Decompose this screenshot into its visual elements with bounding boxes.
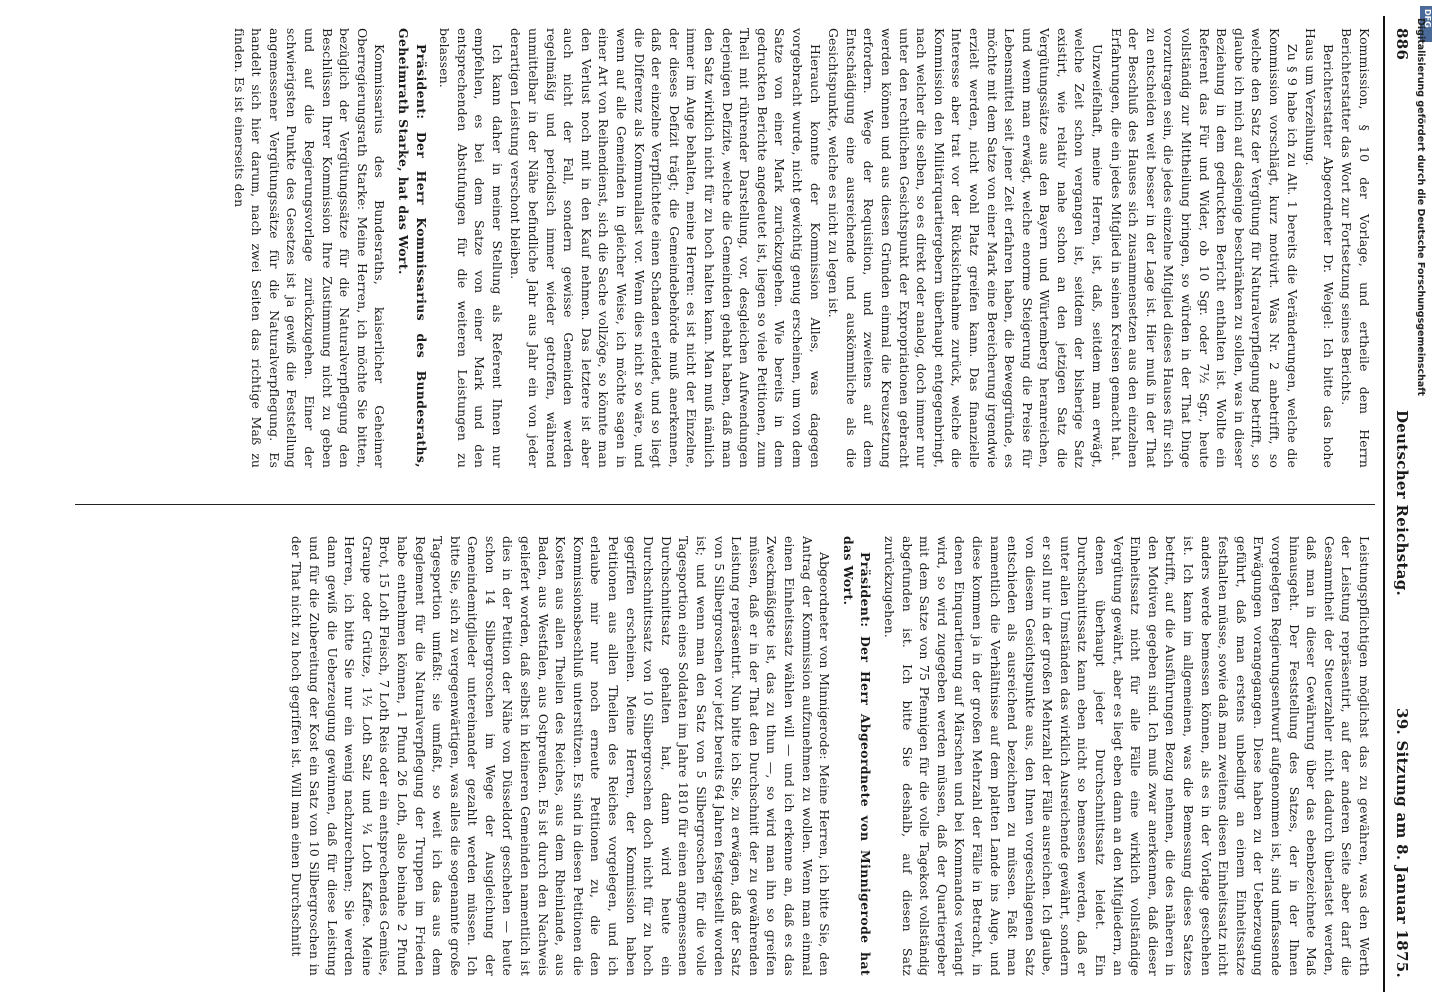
paragraph: Kommission, § 10 der Vorlage, und ertheile dem Herrn Berichterstatter das Wort zur Fortsetzung seines Berichts. <box>1339 28 1372 468</box>
rotated-page-content <box>15 16 1415 992</box>
paragraph: Abgeordneter von Minnigerode: Meine Herren, ich bitte Sie, den Antrag der Kommission aufzunehmen zu wollen. Wenn man einmal einen Einheitssatz wählen will — und ich erkenne an, daß es das Zweckmäßigste ist, das zu thun —, so wird man ihn so greifen müssen, daß er in der That den Durchschnitt der zu gewährenden Leistung repräsentirt. Nun bitte ich Sie, zu erwägen, daß der Satz von 5 Silbergroschen vor jetzt bereits 64 Jahren festgestellt worden ist; und wenn man den Satz von 5 Silbergroschen für die volle Tagesportion eines Soldaten im Jahre 1810 für einen angemessenen Durchschnittsatz gehalten hat, dann wird heute ein Durchschnittssatz von 10 Silbergroschen doch nicht für zu hoch gegriffen erscheinen. Meine Herren, der Kommission haben Petitionen aus allen Theilen des Reiches vorgelegen, und ich erlaube mir nur noch erneute Petitionen zu, die den Kommissionsbeschluß unterstützen. Es sind in diesen Petitionen die Kosten aus allen Theilen des Reiches, aus dem Rheinlande, aus Baden, aus Westfalen, aus Ostpreußen. Es ist durch den Nachweis geliefert worden, daß selbst in kleineren Gemeinden namentlich ist dies in der Petition der Nähe von Düsseldorf geschehen — heute schon 14 Silbergroschen im Wege der Ausgleichung der Gemeindemitglieder untereinander gezahlt werden müssen. Ich bitte Sie, sich zu vergegenwärtigen, was alles die sogenannte große Tagesportion umfaßt: sie umfaßt, so weit ich das aus dem Reglement für die Naturalverpflegung der Truppen im Frieden habe entnehmen können, 1 Pfund 26 Loth, also beinahe 2 Pfund Brot, 15 Loth Fleisch, 7 Loth Reis oder ein entsprechendes Gemüse, Graupe oder Grütze, 1½ Loth Salz und ¼ Loth Kaffee. Meine Herren, ich bitte Sie nur ein wenig nachzurechnen; Sie werden dann gewiß die Ueberzeugung gewinnen, daß für diese Leistung und für die Zubereitung der Kost ein Satz von 10 Silbergroschen in der That nicht zu hoch gegriffen ist. Will man einen Durchschnitt <box>289 536 833 976</box>
paragraph: Präsident: Der Herr Abgeordnete von Minnigerode hat das Wort. <box>840 536 874 976</box>
right-column <box>73 536 1373 976</box>
paragraph: Hierauch konnte der Kommission Alles, was dagegen vorgebracht wurde, nicht gewichtig genug erscheinen, um von dem Satze von einer Mark zurückzugehen. Wie bereits in dem gedruckten Berichte angedeutet ist, liegen so viele Petitionen, zum Theil mit rührender Darstellung, vor, desgleichen Aufwendungen derjenigen Defizite, welche die Gemeinden gehabt haben, daß man den Satz wirklich nicht für zu hoch halten kann. Man muß nämlich immer im Auge behalten, meine Herren: es ist nicht der Einzelne, der dieses Defizit trägt; die Gemeindebehörde muß anerkennen, daß der einzelne Verpflichtete einen Schaden erleidet, und so liegt die Differenz als Kommunallast vor. Wenn dies nicht so wäre, und wenn auf alle Gemeinden in gleicher Weise, ich möchte sagen in einer Art von Reihendienst, sich die Sache vollzöge, so könnte man den Verlust noch mit in den Kauf nehmen. Das letztere ist aber auch nicht der Fall, sondern gewisse Gemeinden werden regelmäßig und periodisch immer wieder getroffen, während unmittelbar in der Nähe befindliche Jahr aus Jahr ein von jeder derartigen Leistung verschont bleiben. <box>508 28 823 468</box>
paragraph: Berichterstatter Abgeordneter Dr. Weigel: Ich bitte das hohe Haus um Verzeihung. <box>1303 28 1336 468</box>
paragraph: Präsident: Der Herr Kommissarius des Bundesraths, Geheimrath Starke, hat das Wort. <box>395 28 429 468</box>
header-rule <box>1383 16 1385 992</box>
digitization-credit: Digitalisierung gefördert durch die Deutsche Forschungsgemeinschaft <box>1415 18 1426 396</box>
publication-title: Deutscher Reichstag. <box>1393 409 1411 597</box>
page-header <box>1383 28 1411 978</box>
column-divider <box>75 504 1375 505</box>
left-column <box>73 28 1373 468</box>
paragraph: Kommissarius des Bundesraths, kaiserlicher Geheimer Oberregierungsrath Starke: Meine Herren, ich möchte Sie bitten, bezüglich der Vergütungssätze für die Naturalverpflegung den Beschlüssen Ihrer Kommission Ihre Zustimmung nicht zu geben und auf die Regierungsvorlage zurückzugehen. Einer der schwierigsten Punkte des Gesetzes ist ja gewiß die Feststellung angemessener Vergütungssätze für die Naturalverpflegung. Es handelt sich hier darum, nach zwei Seiten das richtige Maß zu finden. Es ist einerseits den <box>231 28 388 468</box>
paragraph: Leistungspflichtigen möglichst das zu gewähren, was den Werth der Leistung repräsentirt, auf der anderen Seite aber darf die Gesammtheit der Steuerzahler nicht dadurch überlastet werden, daß man in dieser Gewährung über das ebenbezeichnete Maß hinausgeht. Der Feststellung des Satzes, der in der Ihnen vorgelegten Regierungsentwurf aufgenommen ist, sind umfassende Erwägungen vorangegangen. Diese haben zu der Ueberzeugung geführt, daß man erstens unbedingt an einem Einheitssatze festhalten müsse, sowie daß man zweitens diesen Einheitssatz nicht anders werde bemessen können, als es in der Vorlage geschehen ist. Ich kann im allgemeinen, was die Bemessung dieses Satzes betrifft, auf die Ausführungen Bezug nehmen, die des näheren in den Motiven gegeben sind. Ich muß zwar anerkennen, daß dieser Einheitssatz nicht für alle Fälle eine wirklich vollständige Vergütung gewährt, aber es liegt eben dann an den Mitgliedern, an denen überhaupt jeder Durchschnittssatz leidet. Ein Durchschnittssatz kann eben nicht so bemessen werden, daß er unter allen Umständen das wirklich Ausreichende gewährt, sondern er soll nur in der großen Mehrzahl der Fälle ausreichen. Ich glaube, von diesem Gesichtspunkte aus, den Ihnen vorgeschlagenen Satz entschieden als ausreichend bezeichnen zu müssen. Faßt man namentlich die Verhältnisse auf dem platten Lande ins Auge, und diese kommen ja in der großen Mehrzahl der Fälle in Betracht, in denen Einquartierung auf Märschen und bei Kommandos verlangt wird, so wird zugegeben werden müssen, daß der Quartiergeber mit dem Satze von 75 Pfennigen für die volle Tagekost vollständig abgefunden ist. Ich bitte Sie deshalb, auf diesen Satz zurückzugehen. <box>881 536 1372 976</box>
paragraph: Ich kann daher in meiner Stellung als Referent Ihnen nur empfehlen, es bei dem Satze von einer Mark und den entsprechenden Abstufungen für die weiteren Leistungen zu belassen. <box>437 28 505 468</box>
session-date: 39. Sitzung am 8. Januar 1875. <box>1393 708 1411 978</box>
page-number: 886 <box>1393 28 1411 61</box>
paragraph: Unzweifelhaft, meine Herren, ist, daß, seitdem man erwägt, welche Zeit schon vergangen ist, seitdem der bisherige Satz existirt, wie relativ nahe schon an den jetzigen Satz die Vergütungssätze aus den Bayern und Würtemberg heranreichen, und wenn man erwägt, welche enorme Steigerung die Preise für Lebensmittel seit jener Zeit erfahren haben, die Beweggründe, es möchte mit dem Satze von einer Mark eine Bereicherung irgendwie erzielt werden, nicht wohl Platz greifen kann. Das finanzielle Interesse aber trat vor der Rücksichtnahme zurück, welche die Kommission den Militärquartiergebern überhaupt entgegenbringt, nach welcher die selben, so es direkt oder analog, doch immer nur unter den rechtlichen Gesichtspunkt der Expropriationen gebracht werden können und aus diesen Gründen einmal die Kreuzsetzung erfordern. Wege der Requisition, und zweitens auf dem Entschädigung eine ausreichende und auskömmliche als die Gesichtspunkte, welche es nicht zu legen ist. <box>826 28 1106 468</box>
paragraph: Zu § 9 habe ich zu Alt. 1 bereits die Veränderungen, welche die Kommission vorschlägt, kurz motivirt. Was Nr. 2 anbetrifft, so welche den Satz der Vergütung für Naturalverpflegung betrifft, so glaube ich mich auf dasjenige beschränken zu sollen, was in dieser Beziehung in dem gedruckten Bericht enthalten ist. Wollte ein Referent das Für und Wider, ob 10 Sgr. oder 7½ Sgr., heute vollständig zur Mittheilung bringen, so würden in der That Dinge vorzutragen sein, die jedes einzelne Mitglied dieses Hauses für sich zu entscheiden weit besser in der Lage ist. Hier muß in der That der Beschluß des Hauses sich zusammensetzen aus den einzelnen Erfahrungen, die ein jedes Mitglied in seinen Kreisen gemacht hat. <box>1108 28 1300 468</box>
dfg-logo: DFG <box>1420 6 1432 42</box>
